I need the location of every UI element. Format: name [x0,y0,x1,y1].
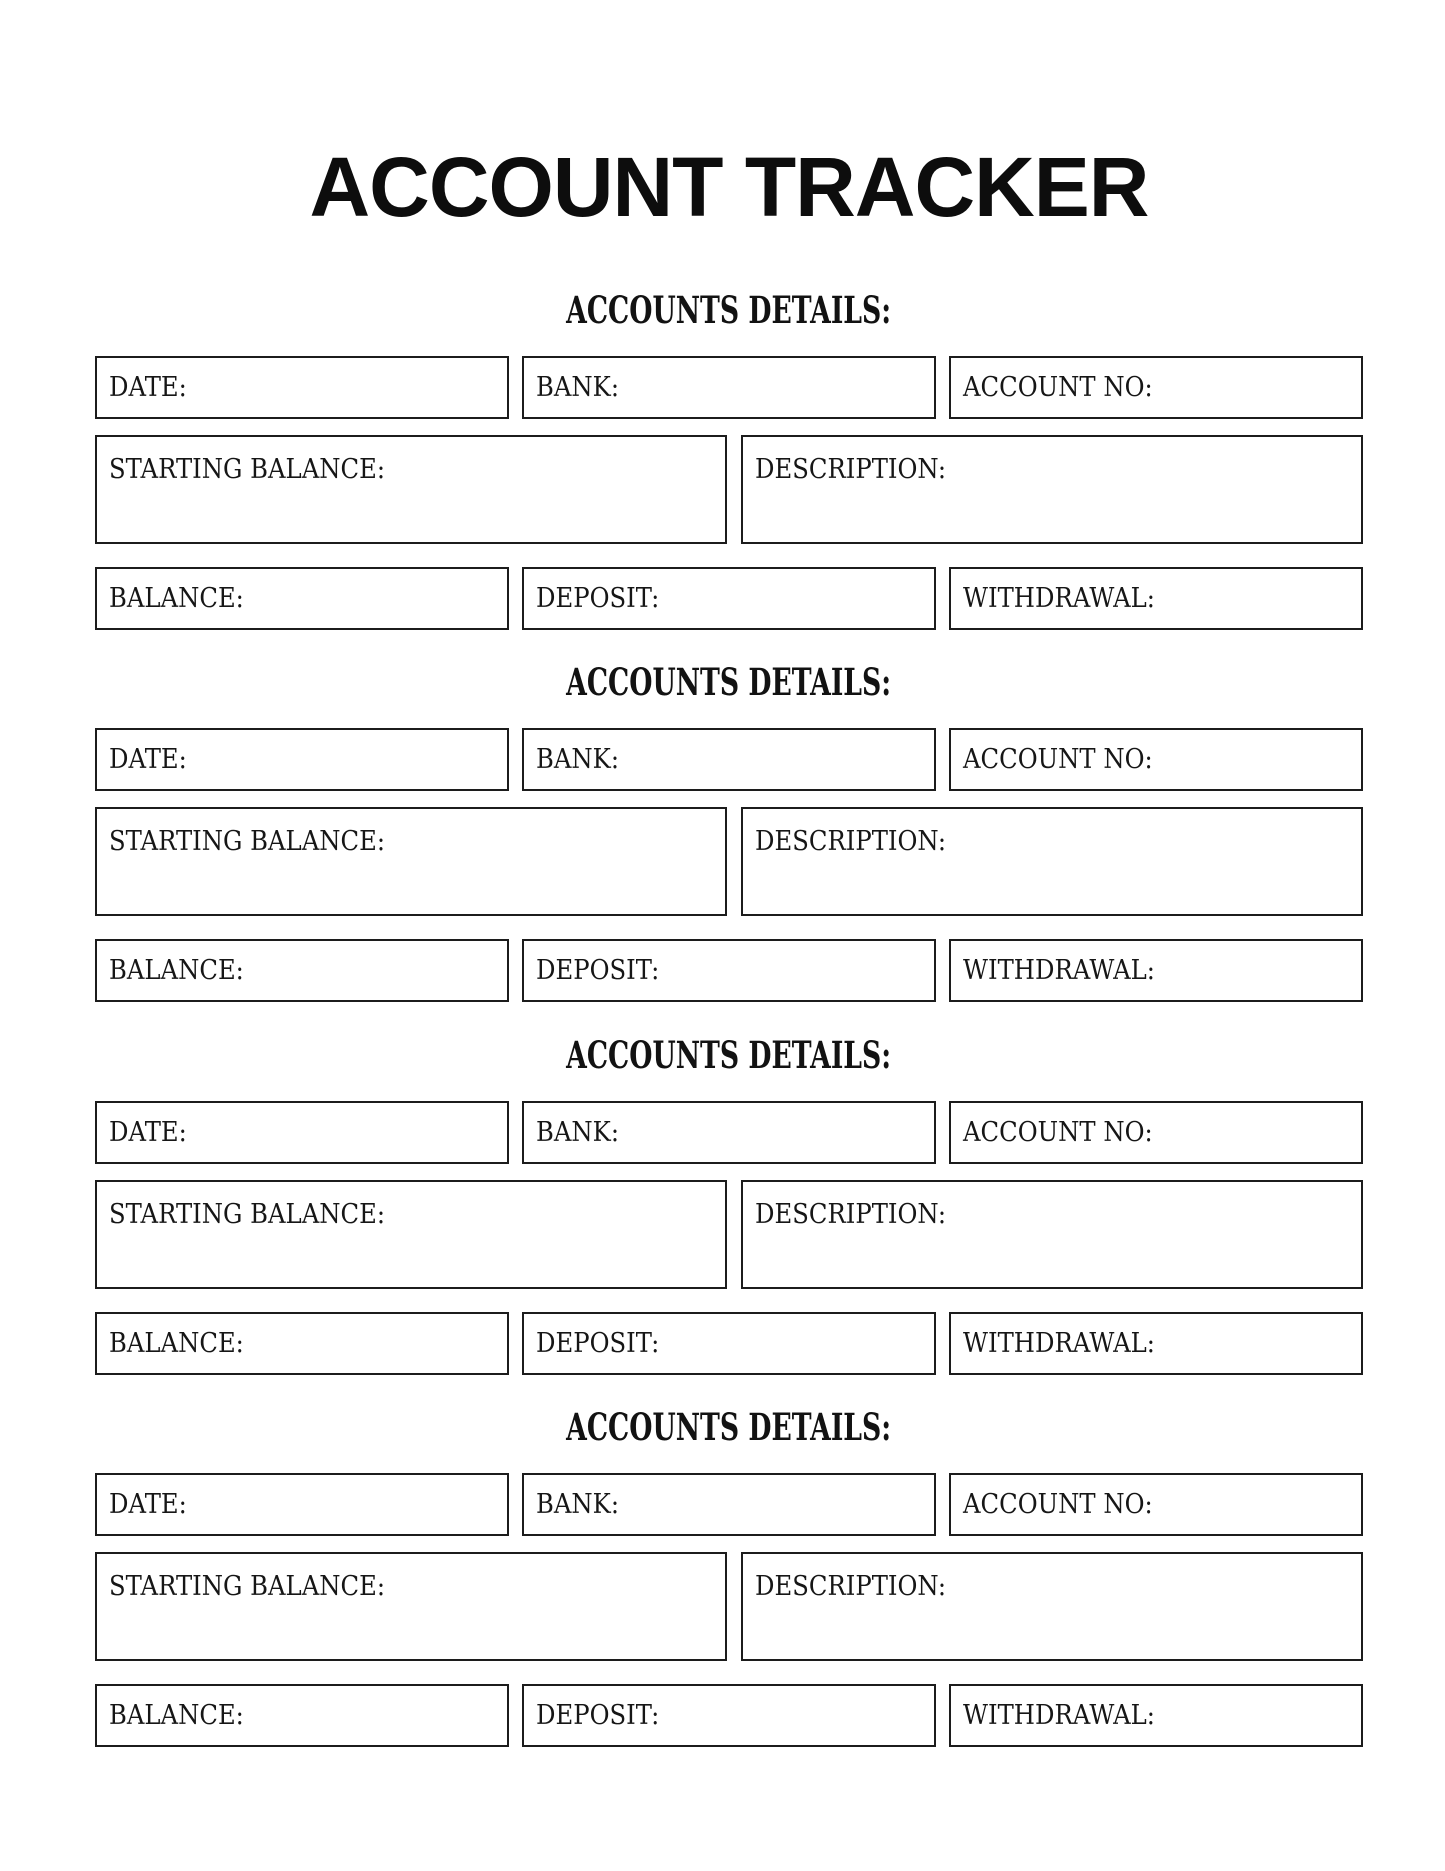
withdrawal-field-box[interactable] [949,567,1363,630]
starting-balance-field-label: STARTING BALANCE: [109,826,386,857]
deposit-field-box[interactable] [522,567,936,630]
starting-balance-field-box[interactable] [95,1180,727,1289]
balance-field-label: BALANCE: [109,583,244,614]
date-field-label: DATE: [109,372,187,403]
starting-balance-field-label: STARTING BALANCE: [109,454,386,485]
bank-field-box[interactable] [522,356,936,419]
date-field-label: DATE: [109,744,187,775]
section-heading-text: ACCOUNTS DETAILS: [566,1033,892,1077]
withdrawal-field-label: WITHDRAWAL: [963,1328,1155,1359]
description-field-box[interactable] [741,1552,1363,1661]
section-row-bottom [95,1684,1363,1747]
balance-field-label: BALANCE: [109,1700,244,1731]
account-no-field-label: ACCOUNT NO: [963,1117,1153,1148]
description-field-label: DESCRIPTION: [755,826,947,857]
account-no-field-box[interactable] [949,1473,1363,1536]
section-heading-text: ACCOUNTS DETAILS: [566,288,892,332]
section-heading [95,660,1363,704]
withdrawal-field-box[interactable] [949,1312,1363,1375]
starting-balance-field-box[interactable] [95,435,727,544]
section-row-top [95,356,1363,419]
bank-field-box[interactable] [522,1473,936,1536]
deposit-field-label: DEPOSIT: [536,583,660,614]
bank-field-label: BANK: [536,372,620,403]
deposit-field-box[interactable] [522,1312,936,1375]
deposit-field-box[interactable] [522,939,936,1002]
section-heading-text: ACCOUNTS DETAILS: [566,1405,892,1449]
balance-field-box[interactable] [95,1684,509,1747]
account-no-field-box[interactable] [949,1101,1363,1164]
date-field-label: DATE: [109,1489,187,1520]
section-row-bottom [95,1312,1363,1375]
section-row-middle [95,1180,1363,1289]
section-row-middle [95,807,1363,916]
description-field-box[interactable] [741,807,1363,916]
starting-balance-field-label: STARTING BALANCE: [109,1199,386,1230]
account-section [0,1033,1445,1377]
balance-field-box[interactable] [95,939,509,1002]
withdrawal-field-box[interactable] [949,939,1363,1002]
section-heading [95,1405,1363,1449]
description-field-label: DESCRIPTION: [755,1571,947,1602]
balance-field-box[interactable] [95,567,509,630]
starting-balance-field-label: STARTING BALANCE: [109,1571,386,1602]
section-row-middle [95,435,1363,544]
account-no-field-label: ACCOUNT NO: [963,744,1153,775]
account-section [0,1405,1445,1749]
date-field-box[interactable] [95,356,509,419]
account-section [0,288,1445,632]
description-field-box[interactable] [741,435,1363,544]
withdrawal-field-label: WITHDRAWAL: [963,955,1155,986]
section-heading [95,288,1363,332]
section-row-middle [95,1552,1363,1661]
balance-field-box[interactable] [95,1312,509,1375]
account-section [0,660,1445,1004]
section-heading-text: ACCOUNTS DETAILS: [566,660,892,704]
account-no-field-box[interactable] [949,356,1363,419]
section-row-top [95,1101,1363,1164]
deposit-field-label: DEPOSIT: [536,955,660,986]
section-row-top [95,1473,1363,1536]
section-row-bottom [95,567,1363,630]
section-row-top [95,728,1363,791]
deposit-field-label: DEPOSIT: [536,1700,660,1731]
deposit-field-box[interactable] [522,1684,936,1747]
withdrawal-field-label: WITHDRAWAL: [963,1700,1155,1731]
bank-field-box[interactable] [522,728,936,791]
account-no-field-label: ACCOUNT NO: [963,1489,1153,1520]
bank-field-label: BANK: [536,744,620,775]
description-field-label: DESCRIPTION: [755,454,947,485]
section-row-bottom [95,939,1363,1002]
starting-balance-field-box[interactable] [95,1552,727,1661]
balance-field-label: BALANCE: [109,1328,244,1359]
date-field-box[interactable] [95,1473,509,1536]
description-field-label: DESCRIPTION: [755,1199,947,1230]
bank-field-box[interactable] [522,1101,936,1164]
deposit-field-label: DEPOSIT: [536,1328,660,1359]
section-heading [95,1033,1363,1077]
date-field-box[interactable] [95,1101,509,1164]
balance-field-label: BALANCE: [109,955,244,986]
page-title: ACCOUNT TRACKER [309,140,1149,234]
account-no-field-box[interactable] [949,728,1363,791]
withdrawal-field-label: WITHDRAWAL: [963,583,1155,614]
description-field-box[interactable] [741,1180,1363,1289]
bank-field-label: BANK: [536,1489,620,1520]
date-field-box[interactable] [95,728,509,791]
withdrawal-field-box[interactable] [949,1684,1363,1747]
account-no-field-label: ACCOUNT NO: [963,372,1153,403]
bank-field-label: BANK: [536,1117,620,1148]
starting-balance-field-box[interactable] [95,807,727,916]
date-field-label: DATE: [109,1117,187,1148]
